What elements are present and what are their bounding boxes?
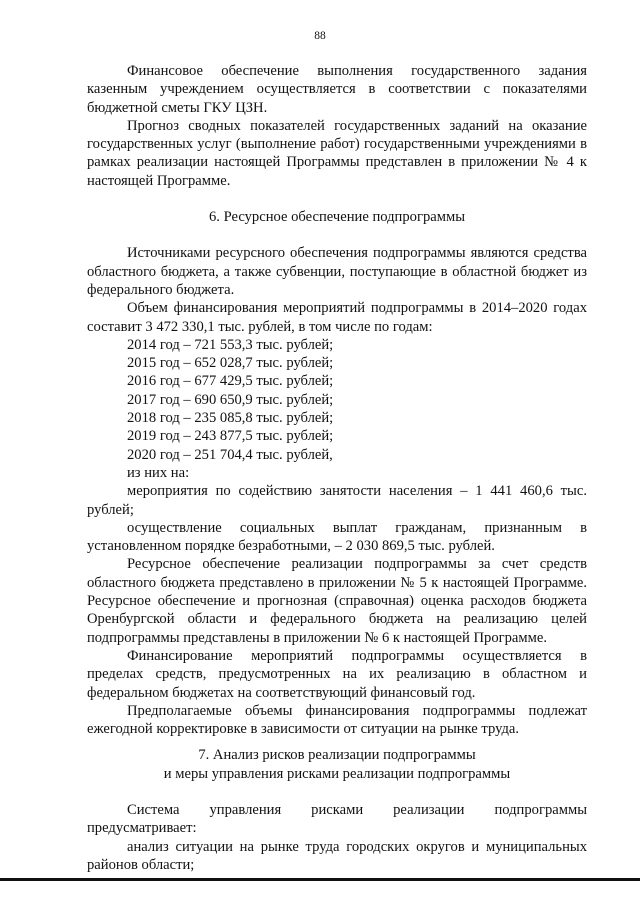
year-item-2018: 2018 год – 235 085,8 тыс. рублей; xyxy=(127,410,334,427)
section-7-heading-line2: и меры управления рисками реализации подпрограммы xyxy=(163,765,511,782)
spacer xyxy=(87,783,587,801)
spacer xyxy=(87,190,587,208)
year-item-2015: 2015 год – 652 028,7 тыс. рублей; xyxy=(127,355,334,372)
spacer xyxy=(87,226,587,244)
paragraph-resource-regional: Ресурсное обеспечение реализации подпрограммы за счет средств областного бюджета представлено в приложении № 5 к настоящей Программе. Ресурсное обеспечение и прогнозная (справочная) оценка расходов бюджета Оренбургской области и федерального бюджета на реализацию целей подпрограммы представлены в приложении № 6 к настоящей Программе. xyxy=(87,556,587,646)
paragraph-financing-limits: Финансирование мероприятий подпрограммы осуществляется в пределах средств, предусмотренных на их реализацию в областном и федеральном бюджетах на соответствующий финансовый год. xyxy=(87,647,587,701)
paragraph-risk-management: Система управления рисками реализации подпрограммы предусматривает: xyxy=(87,801,587,837)
paragraph-financial-support: Финансовое обеспечение выполнения государственного задания казенным учреждением осуществляется в соответствии с показателями бюджетной сметы ГКУ ЦЗН. xyxy=(87,63,587,116)
bottom-scan-border xyxy=(0,878,640,881)
paragraph-funding-volume: Объем финансирования мероприятий подпрограммы в 2014–2020 годах составит 3 472 330,1 тыс. рублей, в том числе по годам: xyxy=(87,300,587,335)
paragraph-forecast-indicators: Прогноз сводных показателей государственных заданий на оказание государственных услуг (выполнение работ) государственными учреждениями в рамках реализации настоящей Программы представлен в приложении № 4 к настоящей Программе. xyxy=(87,117,587,189)
spacer xyxy=(87,738,587,746)
page-content xyxy=(87,62,587,874)
year-item-2019: 2019 год – 243 877,5 тыс. рублей; xyxy=(127,428,334,445)
year-item-2016: 2016 год – 677 429,5 тыс. рублей; xyxy=(127,373,334,390)
yearly-funding-list xyxy=(87,336,587,482)
paragraph-funding-sources: Источниками ресурсного обеспечения подпрограммы являются средства областного бюджета, а также субвенции, поступающие в областной бюджет из федерального бюджета. xyxy=(87,245,587,298)
year-item-2014: 2014 год – 721 553,3 тыс. рублей; xyxy=(127,336,334,353)
section-7-heading-line1: 7. Анализ рисков реализации подпрограммы xyxy=(198,747,476,764)
paragraph-annual-adjustment: Предполагаемые объемы финансирования подпрограммы подлежат ежегодной корректировке в зависимости от ситуации на рынке труда. xyxy=(87,702,587,738)
page-number: 88 xyxy=(314,30,326,42)
paragraph-employment-measures: мероприятия по содействию занятости населения – 1 441 460,6 тыс. рублей; xyxy=(87,483,587,518)
paragraph-social-payments: осуществление социальных выплат гражданам, признанным в установленном порядке безработными, – 2 030 869,5 тыс. рублей. xyxy=(87,519,587,555)
year-item-2020: 2020 год – 251 704,4 тыс. рублей, xyxy=(127,446,333,463)
of-which-label: из них на: xyxy=(127,464,190,481)
year-item-2017: 2017 год – 690 650,9 тыс. рублей; xyxy=(127,391,334,408)
paragraph-labor-market-analysis: анализ ситуации на рынке труда городских округов и муниципальных районов области; xyxy=(87,838,587,873)
section-6-heading: 6. Ресурсное обеспечение подпрограммы xyxy=(208,209,465,226)
